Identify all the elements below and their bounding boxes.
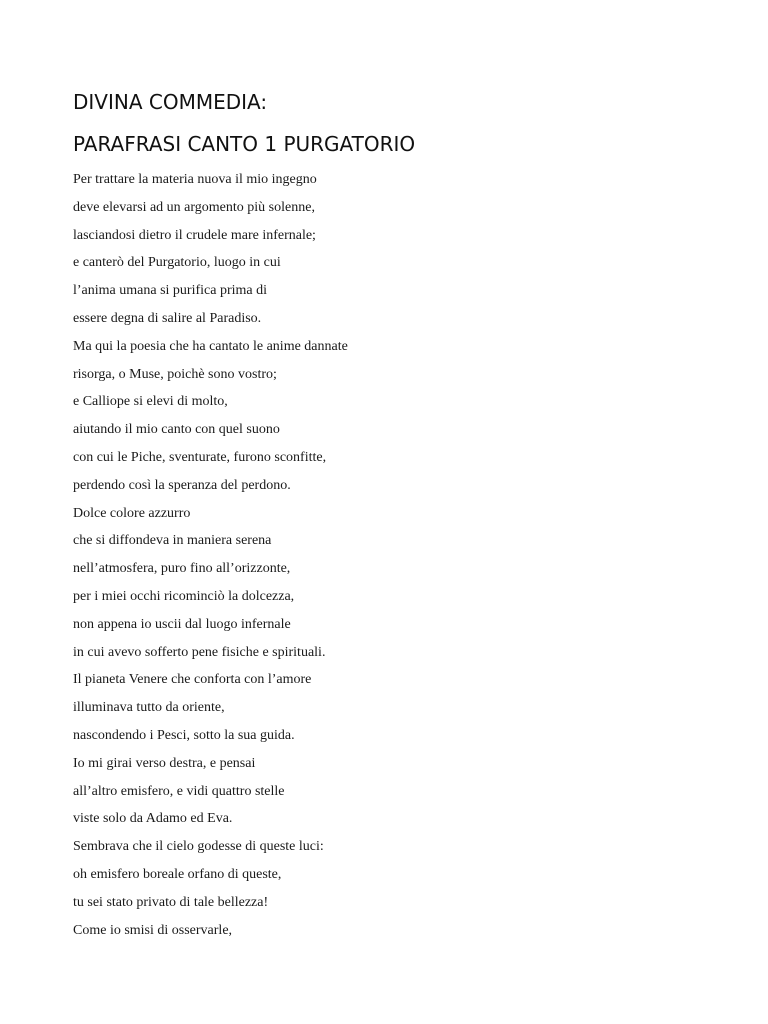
- text-line: perdendo così la speranza del perdono.: [73, 477, 291, 493]
- text-line: Come io smisi di osservarle,: [73, 922, 233, 938]
- document-title: DIVINA COMMEDIA:: [73, 90, 268, 114]
- text-line: all’altro emisfero, e vidi quattro stelle: [73, 783, 285, 799]
- text-line: aiutando il mio canto con quel suono: [73, 422, 280, 438]
- text-line: Ma qui la poesia che ha cantato le anime dannate: [73, 338, 348, 354]
- text-line: per i miei occhi ricominciò la dolcezza,: [73, 588, 295, 604]
- text-line: essere degna di salire al Paradiso.: [73, 310, 262, 326]
- text-line: Sembrava che il cielo godesse di queste luci:: [73, 839, 324, 855]
- text-line: tu sei stato privato di tale bellezza!: [73, 894, 269, 910]
- text-line: Il pianeta Venere che conforta con l’amore: [73, 672, 312, 688]
- text-line: che si diffondeva in maniera serena: [73, 533, 272, 549]
- text-line: lasciandosi dietro il crudele mare infernale;: [73, 227, 316, 243]
- text-line: Io mi girai verso destra, e pensai: [73, 755, 256, 771]
- text-line: Per trattare la materia nuova il mio ingegno: [73, 172, 317, 187]
- text-line: viste solo da Adamo ed Eva.: [73, 811, 233, 827]
- text-line: con cui le Piche, sventurate, furono sconfitte,: [73, 449, 327, 465]
- text-line: l’anima umana si purifica prima di: [73, 283, 267, 299]
- text-line: oh emisfero boreale orfano di queste,: [73, 866, 282, 882]
- text-line: deve elevarsi ad un argomento più solenne,: [73, 199, 315, 215]
- text-line: non appena io uscii dal luogo infernale: [73, 616, 291, 632]
- text-line: illuminava tutto da oriente,: [73, 700, 225, 716]
- text-line: nell’atmosfera, puro fino all’orizzonte,: [73, 561, 291, 577]
- text-line: in cui avevo sofferto pene fisiche e spirituali.: [73, 644, 326, 660]
- document-subtitle: PARAFRASI CANTO 1 PURGATORIO: [73, 132, 416, 156]
- text-line: Dolce colore azzurro: [73, 505, 191, 521]
- paraphrase-text: [73, 166, 713, 944]
- text-line: e canterò del Purgatorio, luogo in cui: [73, 255, 281, 271]
- text-line: nascondendo i Pesci, sotto la sua guida.: [73, 727, 295, 743]
- text-line: risorga, o Muse, poichè sono vostro;: [73, 366, 277, 382]
- text-line: e Calliope si elevi di molto,: [73, 394, 228, 410]
